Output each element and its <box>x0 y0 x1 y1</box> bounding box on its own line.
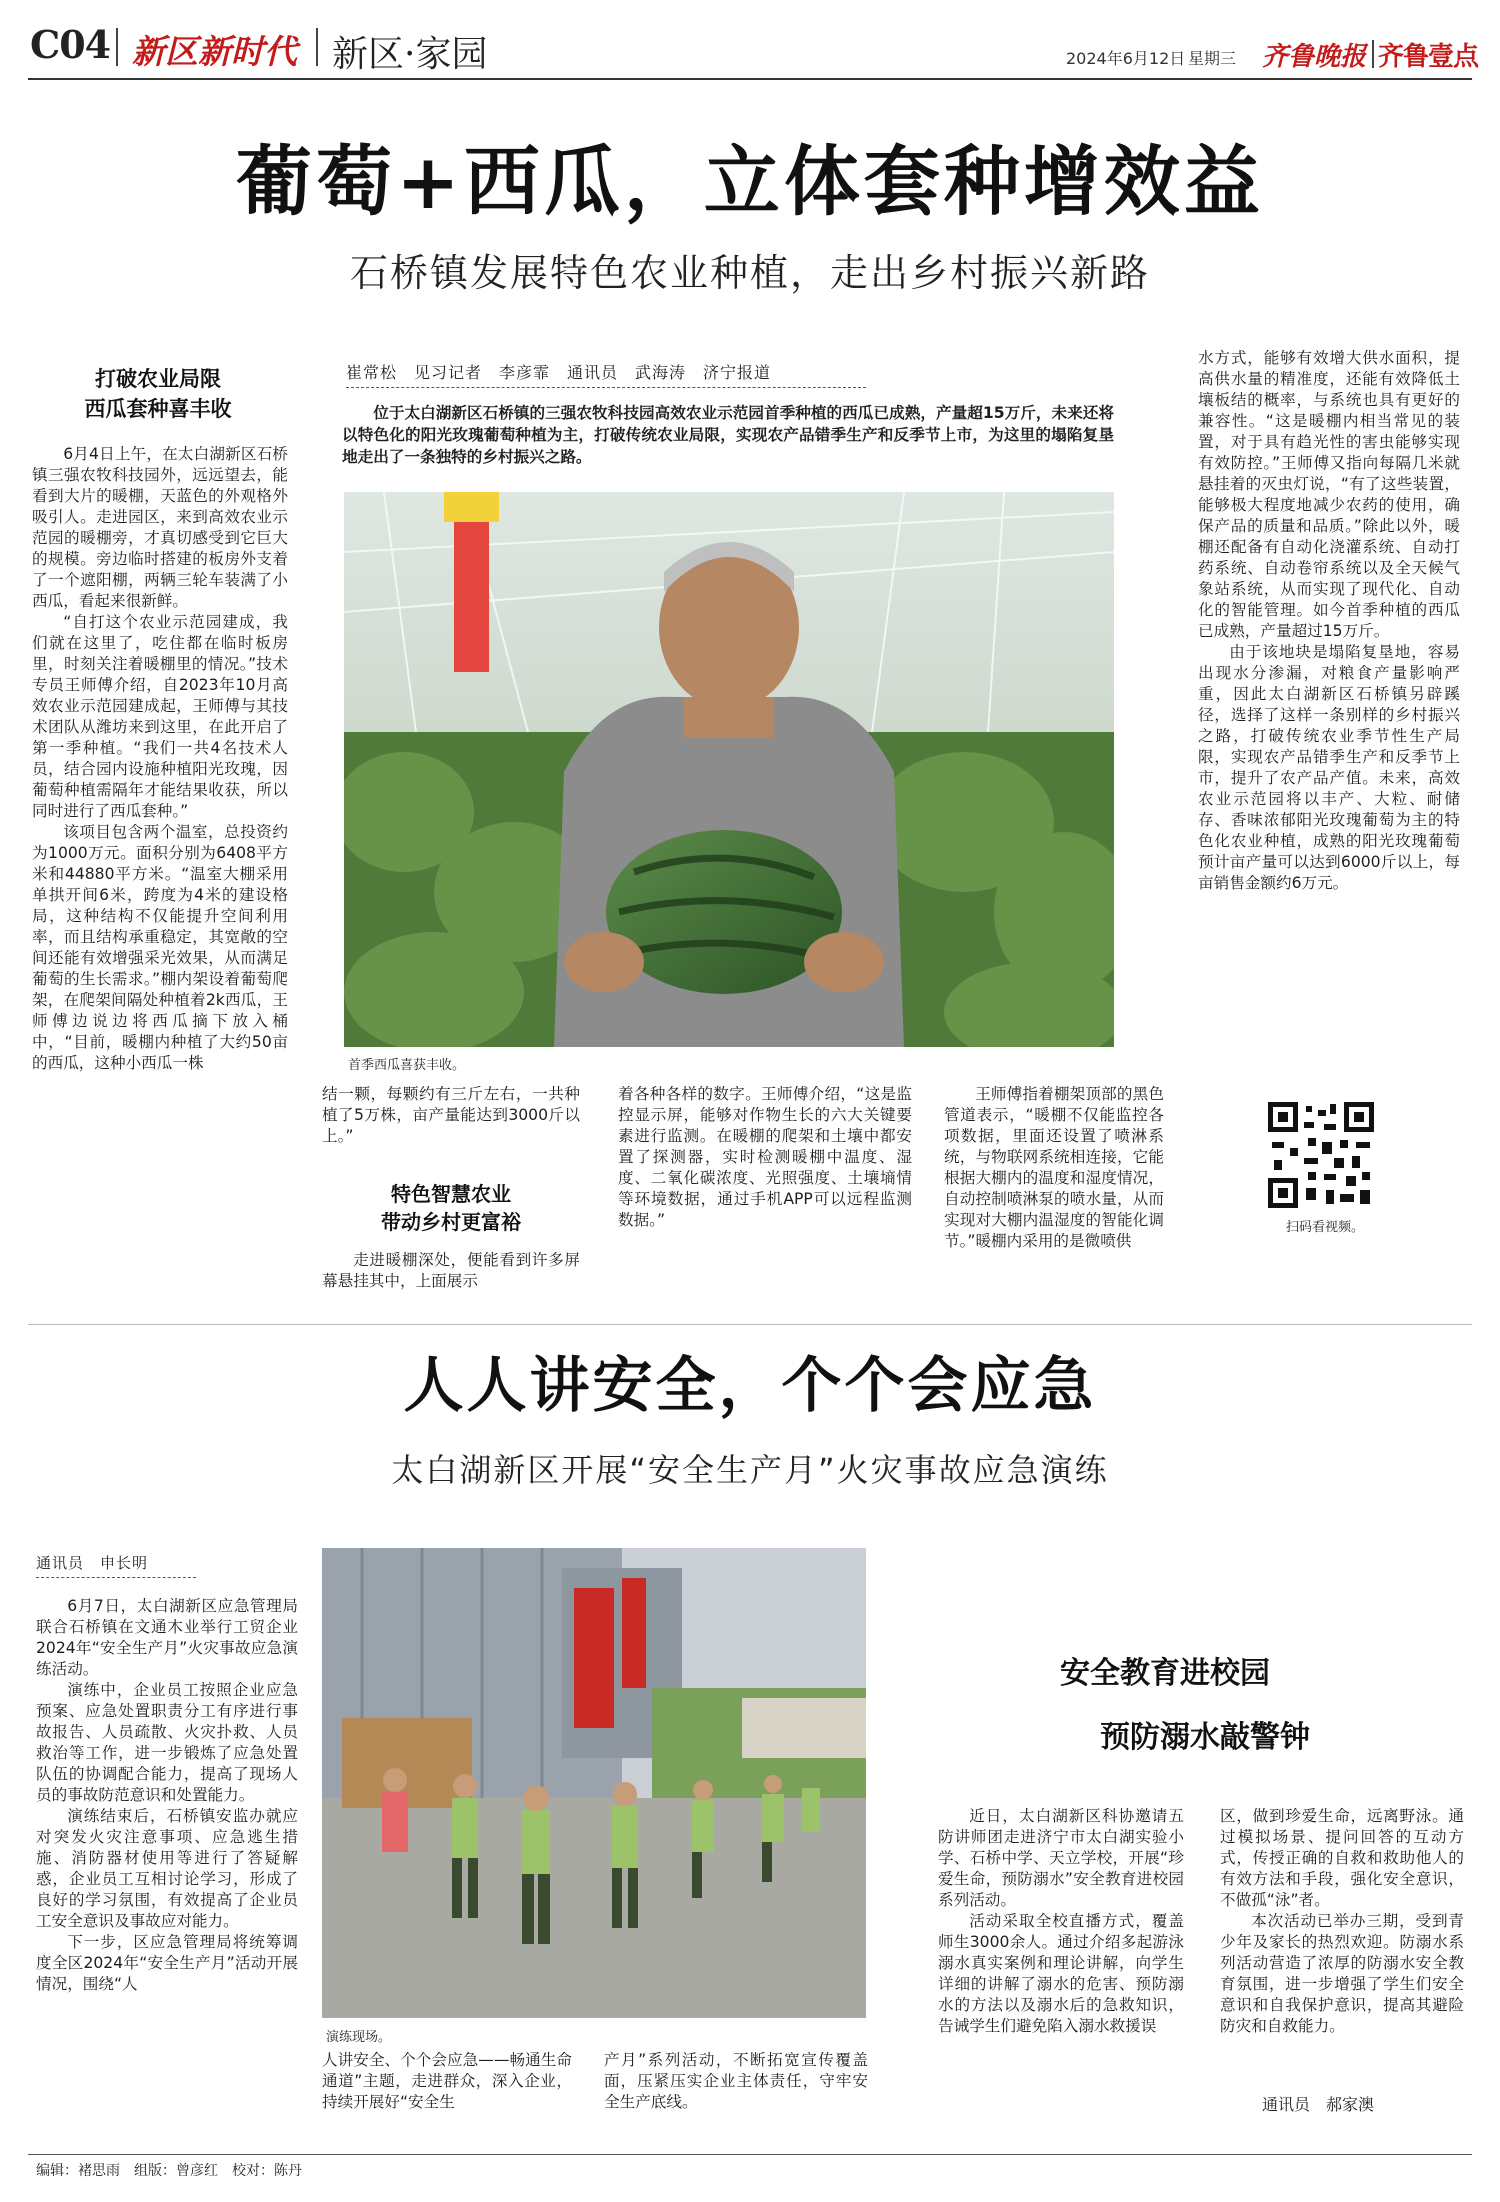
article-column <box>604 2050 868 2113</box>
article-column <box>322 2050 572 2113</box>
article-headline <box>1000 1642 1420 1770</box>
paragraph: 人讲安全、个个会应急——畅通生命通道”主题，走进群众，深入企业，持续开展好“安全生 <box>322 2051 572 2111</box>
subhead-line: 西瓜套种喜丰收 <box>84 396 232 421</box>
paragraph: 水方式，能够有效增大供水面积，提高供水量的精准度，还能有效降低土壤板结的概率，与系统也具有更好的兼容性。“这是暖棚内相当常见的装置，对于具有趋光性的害虫能够实现有效防控。”王师傅又指向每隔几米就悬挂着的灭虫灯说，“有了这些装置，能够极大程度地减少农药的使用，确保产品的质量和品质。”除此以外，暖棚还配备有自动化浇灌系统、自动打药系统、自动卷帘系统以及全天候气象站系统，从而实现了现代化、自动化的智能管理。如今首季种植的西瓜已成熟，产量超过15万斤。 <box>1198 349 1460 640</box>
paragraph: 区，做到珍爱生命，远离野泳。通过模拟场景、提问回答的互动方式，传授正确的自救和救助他人的有效方法和手段，强化安全意识，不做孤“泳”者。 <box>1220 1807 1464 1909</box>
byline: 通讯员 申长明 <box>36 1552 196 1578</box>
article-headline: 葡萄+西瓜，立体套种增效益 <box>236 137 1264 226</box>
qr-code[interactable] <box>1268 1102 1374 1208</box>
section-subhead <box>28 364 288 424</box>
qr-caption: 扫码看视频。 <box>1286 1220 1365 1235</box>
section-name: 新区·家园 <box>332 34 488 75</box>
paragraph: 演练结束后，石桥镇安监办就应对突发火灾注意事项、应急逃生措施、消防器材使用等进行了答疑解惑，企业员工互相讨论学习，形成了良好的学习氛围，有效提高了企业员工安全意识及事故应对能力。 <box>36 1807 298 1930</box>
article-column <box>938 1806 1184 2037</box>
paragraph: 6月4日上午，在太白湖新区石桥镇三强农牧科技园外，远远望去，能看到大片的暖棚，天蓝色的外观格外吸引人。走进园区，来到高效农业示范园的暖棚旁，才真切感受到它巨大的规模。旁边临时搭建的板房外支着了一个遮阳棚，两辆三轮车装满了小西瓜，看起来很新鲜。 <box>32 445 288 610</box>
header-divider <box>316 28 318 66</box>
page-number: C04 <box>30 22 111 67</box>
article-column <box>618 1084 912 1231</box>
paragraph: 本次活动已举办三期，受到青少年及家长的热烈欢迎。防溺水系列活动营造了浓厚的防溺水安全教育氛围，进一步增强了学生们安全意识和自我保护意识，提高其避险防灾和自救能力。 <box>1220 1912 1464 2035</box>
article-column <box>1198 348 1460 1058</box>
paragraph: 演练中，企业员工按照企业应急预案、应急处置职责分工有序进行事故报告、人员疏散、火灾扑救、人员救治等工作，进一步锻炼了应急处置队伍的协调配合能力，提高了现场人员的事故防范意识和处置能力。 <box>36 1681 298 1804</box>
header-rule <box>28 78 1472 80</box>
header-divider <box>1372 40 1374 68</box>
paragraph: “自打这个农业示范园建成，我们就在这里了，吃住都在临时板房里，时刻关注着暖棚里的情况。”技术专员王师傅介绍，自2023年10月高效农业示范园建成起，王师傅与其技术团队从潍坊来到这里，在此开启了第一季种植。“我们一共4名技术人员，结合园内设施种植阳光玫瑰，因葡萄种植需隔年才能结果收获，所以同时进行了西瓜套种。” <box>32 613 288 820</box>
paragraph: 着各种各样的数字。王师傅介绍，“这是监控显示屏，能够对作物生长的六大关键要素进行监测。在暖棚的爬架和土壤中都安置了探测器，实时检测暖棚中温度、湿度、二氧化碳浓度、光照强度、土壤墒情等环境数据，通过手机APP可以远程监测数据。” <box>618 1085 912 1229</box>
article-column <box>32 444 288 1290</box>
headline-line: 预防溺水敲警钟 <box>1100 1720 1310 1755</box>
byline: 崔常松 见习记者 李彦霏 通讯员 武海涛 济宁报道 <box>346 360 866 388</box>
lead-paragraph: 位于太白湖新区石桥镇的三强农牧科技园高效农业示范园首季种植的西瓜已成熟，产量超15万斤，未来还将以特色化的阳光玫瑰葡萄种植为主，打破传统农业局限，实现农产品错季生产和反季节上市，为这里的塌陷复垦地走出了一条独特的乡村振兴之路。 <box>342 404 1114 466</box>
paragraph: 王师傅指着棚架顶部的黑色管道表示，“暖棚不仅能监控各项数据，里面还设置了喷淋系统，与物联网系统相连接，它能根据大棚内的温度和湿度情况，自动控制喷淋泵的喷水量，从而实现对大棚内温湿度的智能化调节。”暖棚内采用的是微喷供 <box>944 1085 1164 1250</box>
article-headline: 人人讲安全，个个会应急 <box>403 1351 1097 1421</box>
byline: 通讯员 郝家澳 <box>1262 2095 1375 2114</box>
footer-rule <box>28 2154 1472 2155</box>
article-column <box>322 1084 580 1147</box>
article-separator <box>28 1324 1472 1325</box>
paragraph: 由于该地块是塌陷复垦地，容易出现水分渗漏，对粮食产量影响严重，因此太白湖新区石桥镇另辟蹊径，选择了这样一条别样的乡村振兴之路，打破传统农业季节性生产局限，实现农产品错季生产和反季节上市，提升了农产品产值。未来，高效农业示范园将以丰产、大粒、耐储存、香味浓郁阳光玫瑰葡萄为主的特色化农业种植，成熟的阳光玫瑰葡萄预计亩产量可以达到6000斤以上，每亩销售金额约6万元。 <box>1198 643 1460 892</box>
article-subheadline: 太白湖新区开展“安全生产月”火灾事故应急演练 <box>391 1451 1109 1489</box>
paragraph: 走进暖棚深处，便能看到许多屏幕悬挂其中，上面展示 <box>322 1251 580 1290</box>
supplement-logo: 新区新时代 <box>132 32 297 71</box>
photo-caption: 演练现场。 <box>326 2030 392 2045</box>
issue-weekday: 星期三 <box>1188 49 1237 68</box>
fire-drill-photo <box>322 1548 866 2018</box>
app-logo: 齐鲁壹点 <box>1378 42 1479 72</box>
subhead-line: 打破农业局限 <box>95 366 221 391</box>
article-column <box>1220 1806 1464 2037</box>
greenhouse-image <box>344 492 1114 1047</box>
paragraph: 产月”系列活动，不断拓宽宣传覆盖面，压紧压实企业主体责任，守牢安全生产底线。 <box>604 2051 868 2111</box>
subhead-line: 带动乡村更富裕 <box>381 1210 521 1234</box>
masthead <box>0 0 1500 80</box>
article-column <box>36 1596 298 2116</box>
editor-credits: 编辑：褚思雨 组版：曾彦红 校对：陈丹 <box>36 2163 302 2179</box>
article-column <box>322 1250 580 1292</box>
paragraph: 该项目包含两个温室，总投资约为1000万元。面积分别为6408平方米和44880平方米。“温室大棚采用单拱开间6米，跨度为4米的建设格局，这种结构不仅能提升空间利用率，而且结构承重稳定，其宽敞的空间还能有效增强采光效果，从而满足葡萄的生长需求。”棚内架设着葡萄爬架，在爬架间隔处种植着2k西瓜，王师傅边说边将西瓜摘下放入桶中，“目前，暖棚内种植了大约50亩的西瓜，这种小西瓜一株 <box>32 823 288 1072</box>
subhead-line: 特色智慧农业 <box>391 1182 511 1206</box>
paragraph: 近日，太白湖新区科协邀请五防讲师团走进济宁市太白湖实验小学、石桥中学、天立学校，开展“珍爱生命，预防溺水”安全教育进校园系列活动。 <box>938 1807 1184 1909</box>
header-divider <box>116 28 118 66</box>
qr-code-icon <box>1268 1102 1374 1208</box>
section-subhead <box>322 1180 580 1236</box>
paper-logo: 齐鲁晚报 <box>1262 42 1367 72</box>
article-subheadline: 石桥镇发展特色农业种植，走出乡村振兴新路 <box>349 251 1150 295</box>
paragraph: 活动采取全校直播方式，覆盖师生3000余人。通过介绍多起游泳溺水真实案例和理论讲解，向学生详细的讲解了溺水的危害、预防溺水的方法以及溺水后的急救知识，告诫学生们避免陷入溺水救援误 <box>938 1912 1184 2035</box>
article-column <box>944 1084 1164 1252</box>
drill-image <box>322 1548 866 2018</box>
headline-line: 安全教育进校园 <box>1060 1656 1270 1691</box>
farmer-watermelon-photo <box>344 492 1114 1047</box>
photo-caption: 首季西瓜喜获丰收。 <box>348 1058 466 1073</box>
paragraph: 结一颗，每颗约有三斤左右，一共种植了5万株，亩产量能达到3000斤以上。” <box>322 1085 580 1145</box>
paragraph: 6月7日，太白湖新区应急管理局联合石桥镇在文通木业举行工贸企业2024年“安全生产月”火灾事故应急演练活动。 <box>36 1597 298 1678</box>
issue-date: 2024年6月12日 <box>1066 49 1186 68</box>
paragraph: 下一步，区应急管理局将统筹调度全区2024年“安全生产月”活动开展情况，围绕“人 <box>36 1933 298 1993</box>
